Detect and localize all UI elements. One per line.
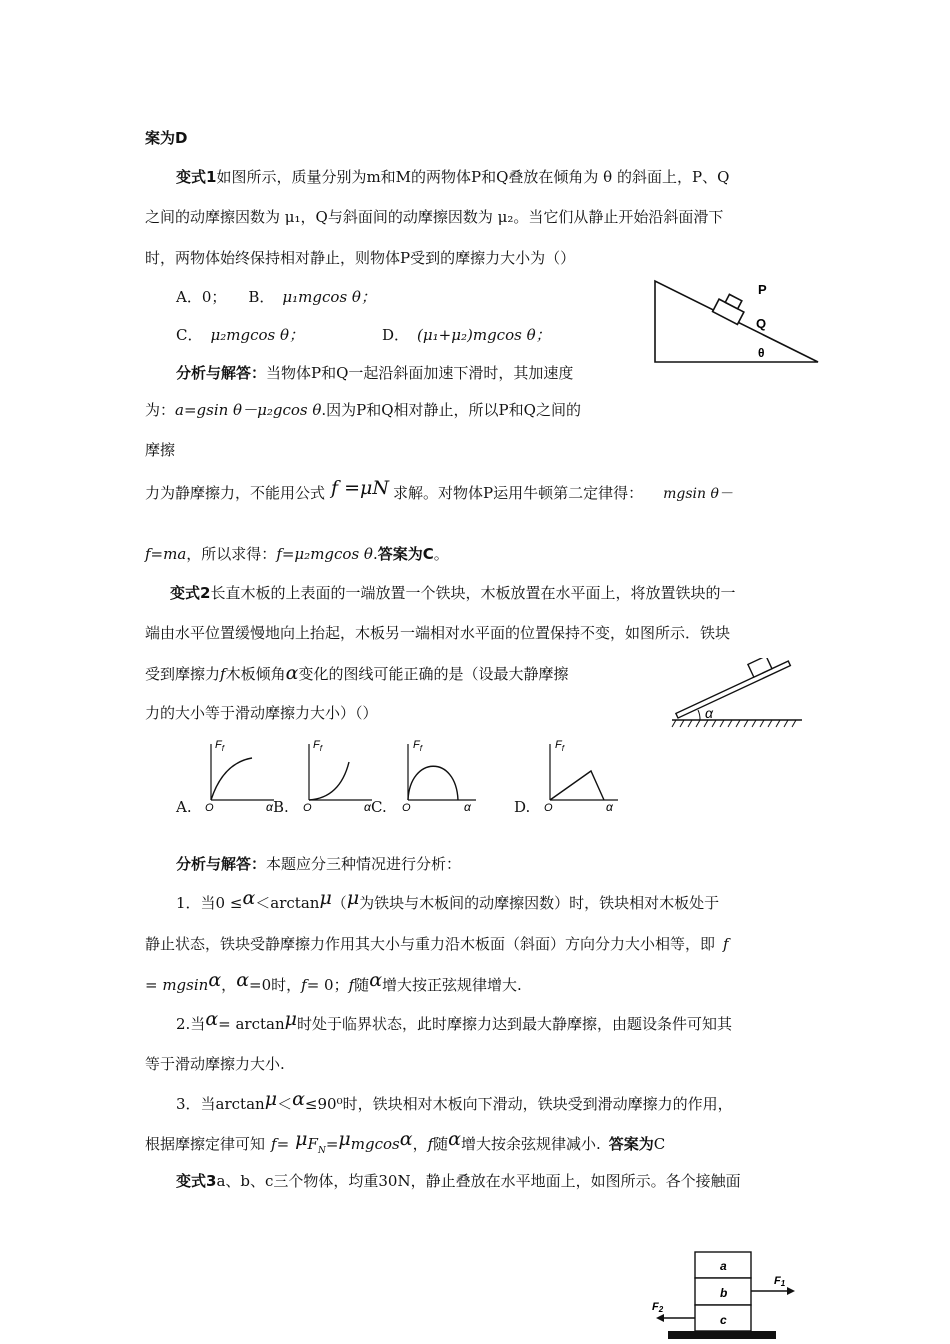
curve-d [550,771,604,800]
label-p: P [758,282,767,297]
option-b-label: B. [273,798,289,816]
variant1-options-cd: C． μ₂mgcos θ； D． (μ₁+μ₂)mgcos θ； [176,326,551,344]
svg-text:F1: F1 [774,1275,786,1288]
previous-answer: 案为D [145,129,188,147]
analysis1-line4: 力为静摩擦力，不能用公式 f =μN 求解。对物体P运用牛顿第二定律得： mgsin θ－ [145,477,733,502]
curve-a [211,758,252,800]
ground-hatching [672,720,796,727]
graph-a [196,736,276,812]
svg-text:α: α [266,800,273,812]
case1-line3: = mgsinα，α=0时，f= 0；f随α增大按正弦规律增大. [145,969,522,994]
svg-text:O: O [402,802,411,812]
svg-text:α: α [464,800,471,812]
formula-f-mu-n: f =μN [331,477,389,499]
case2-line1: 2.当α= arctanμ时处于临界状态，此时摩擦力达到最大静摩擦，由题设条件可知其 [176,1008,733,1033]
ground-slab [668,1331,776,1339]
svg-text:c: c [720,1313,727,1327]
analysis1-line2: 为：a=gsin θ－μ₂gcos θ.因为P和Q相对静止，所以P和Q之间的 [145,401,581,419]
option-a-label: A. [176,798,192,816]
board [676,661,790,718]
case3-line1: 3．当arctanμ＜α≤90⁰时，铁块相对木板向下滑动，铁块受到滑动摩擦力的作用， [176,1088,733,1113]
case2-line2: 等于滑动摩擦力大小. [145,1055,285,1073]
graph-b [294,736,374,812]
angle-arc [698,710,700,720]
variant1-line3: 时，两物体始终保持相对静止，则物体P受到的摩擦力大小为（） [145,249,576,267]
case3-line2: 根据摩擦定律可知 $f= \mu F_N=\mu mgcos\alpha$，f随α增大按余弦规律减小. 答案为C [145,1128,666,1156]
svg-text:a: a [720,1259,727,1273]
variant2-line1: 变式2长直木板的上表面的一端放置一个铁块，木板放置在水平面上，将放置铁块的一 [170,584,736,602]
curve-c [408,766,458,800]
svg-text:F2: F2 [652,1301,664,1314]
graph-d [538,736,620,812]
variant1-line1: 变式1如图所示，质量分别为m和M的两物体P和Q叠放在倾角为 θ 的斜面上，P、Q [176,168,730,186]
variant1-options-ab: A．0； B． μ₁mgcos θ； [176,288,376,306]
graph-c [396,736,478,812]
svg-text:α: α [364,800,371,812]
svg-text:b: b [720,1286,728,1300]
case1-line2: 静止状态，铁块受静摩擦力作用其大小与重力沿木板面（斜面）方向分力大小相等，即 f [145,935,729,953]
analysis1-line3: 摩擦 [145,441,176,459]
variant2-line4: 力的大小等于滑动摩擦力大小）（） [145,704,378,722]
variant2-line3: 受到摩擦力f木板倾角α变化的图线可能正确的是（设最大静摩擦 [145,662,569,684]
variant1-heading: 变式1 [176,168,217,186]
svg-text:O: O [205,802,214,812]
variant3-heading: 变式3 [176,1172,217,1190]
svg-text:Ff: $F_f$ [313,739,322,753]
analysis2-heading: 分析与解答： [176,855,267,873]
option-d-label: D. [514,798,531,816]
svg-text:O: O [303,802,312,812]
svg-text:O: O [544,802,553,812]
analysis1-heading: 分析与解答： [176,364,267,382]
stacked-blocks-figure [640,1246,800,1344]
tilted-board-figure [670,658,810,730]
svg-text:Ff: $F_f$ [413,739,422,753]
svg-text:Ff: $F_f$ [555,739,564,753]
variant3-line1: 变式3a、b、c三个物体，均重30N，静止叠放在水平地面上，如图所示。各个接触面 [176,1172,741,1190]
label-alpha: α [705,705,713,721]
label-q: Q [756,316,767,331]
variant2-line2: 端由水平位置缓慢地向上抬起，木板另一端相对水平面的位置保持不变，如图所示．铁块 [145,624,731,642]
svg-text:α: α [606,800,613,812]
analysis1-line1: 分析与解答：当物体P和Q一起沿斜面加速下滑时，其加速度 [176,364,574,382]
curve-b [309,762,349,800]
svg-text:Ff: $F_f$ [215,739,224,753]
variant1-line2: 之间的动摩擦因数为 μ₁，Q与斜面间的动摩擦因数为 μ₂。当它们从静止开始沿斜面滑下 [145,208,724,226]
analysis1-line5: f=ma，所以求得：f=μ₂mgcos θ.答案为C。 [145,545,449,563]
case1-line1: 1．当0 ≤α＜arctanμ（μ为铁块与木板间的动摩擦因数）时，铁块相对木板处于 [176,887,720,912]
analysis2-heading-line: 分析与解答：本题应分三种情况进行分析： [176,855,462,873]
incline-pq-figure [652,278,822,366]
option-c-label: C. [371,798,387,816]
label-theta: θ [758,346,765,360]
variant2-heading: 变式2 [170,584,211,602]
